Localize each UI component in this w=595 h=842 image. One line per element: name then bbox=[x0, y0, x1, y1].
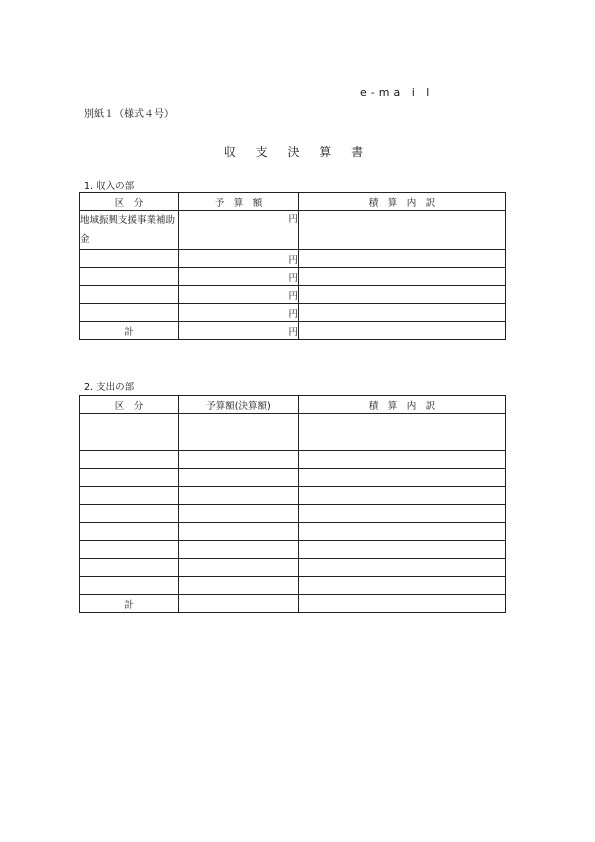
expense-amount-cell[interactable] bbox=[179, 487, 299, 505]
table-row bbox=[80, 451, 506, 469]
expense-total-row bbox=[80, 595, 506, 613]
income-total-amount[interactable]: 円 bbox=[179, 322, 299, 340]
expense-detail-cell[interactable] bbox=[299, 559, 506, 577]
form-id: 別紙１（様式４号） bbox=[84, 109, 174, 120]
expense-category-cell[interactable] bbox=[80, 505, 179, 523]
expense-category-cell[interactable] bbox=[80, 559, 179, 577]
income-amount-cell[interactable]: 円 bbox=[179, 211, 299, 250]
expense-detail-cell[interactable] bbox=[299, 577, 506, 595]
income-table bbox=[79, 192, 506, 340]
table-row bbox=[80, 469, 506, 487]
expense-category-cell[interactable] bbox=[80, 487, 179, 505]
table-row bbox=[80, 414, 506, 451]
table-row bbox=[80, 304, 506, 322]
expense-total-label: 計 bbox=[80, 595, 179, 613]
expense-detail-cell[interactable] bbox=[299, 541, 506, 559]
expense-total-detail[interactable] bbox=[299, 595, 506, 613]
expense-category-cell[interactable] bbox=[80, 523, 179, 541]
expense-col-budget: 予算額(決算額) bbox=[179, 396, 299, 414]
expense-category-cell[interactable] bbox=[80, 414, 179, 451]
expense-col-category: 区 分 bbox=[80, 396, 179, 414]
expense-amount-cell[interactable] bbox=[179, 541, 299, 559]
table-row bbox=[80, 286, 506, 304]
table-row bbox=[80, 577, 506, 595]
expense-amount-cell[interactable] bbox=[179, 577, 299, 595]
email-label: e-ma i l bbox=[360, 86, 434, 99]
expense-category-cell[interactable] bbox=[80, 451, 179, 469]
income-detail-cell[interactable] bbox=[299, 250, 506, 268]
expense-detail-cell[interactable] bbox=[299, 487, 506, 505]
expense-table bbox=[79, 395, 506, 613]
income-category-cell[interactable] bbox=[80, 286, 179, 304]
table-row bbox=[80, 523, 506, 541]
expense-detail-cell[interactable] bbox=[299, 451, 506, 469]
expense-amount-cell[interactable] bbox=[179, 451, 299, 469]
expense-detail-cell[interactable] bbox=[299, 414, 506, 451]
income-detail-cell[interactable] bbox=[299, 304, 506, 322]
table-row bbox=[80, 211, 506, 250]
income-category-cell[interactable]: 地域振興支援事業補助金 bbox=[80, 211, 179, 250]
income-amount-cell[interactable]: 円 bbox=[179, 286, 299, 304]
income-amount-cell[interactable]: 円 bbox=[179, 250, 299, 268]
table-row bbox=[80, 541, 506, 559]
expense-detail-cell[interactable] bbox=[299, 469, 506, 487]
page-title: 収 支 決 算 書 bbox=[223, 145, 372, 159]
table-row bbox=[80, 505, 506, 523]
table-row bbox=[80, 268, 506, 286]
expense-amount-cell[interactable] bbox=[179, 469, 299, 487]
expense-detail-cell[interactable] bbox=[299, 523, 506, 541]
expense-amount-cell[interactable] bbox=[179, 559, 299, 577]
income-category-cell[interactable] bbox=[80, 250, 179, 268]
table-row bbox=[80, 559, 506, 577]
expense-total-amount[interactable] bbox=[179, 595, 299, 613]
expense-amount-cell[interactable] bbox=[179, 523, 299, 541]
income-total-row bbox=[80, 322, 506, 340]
expense-section-title: 2. 支出の部 bbox=[84, 382, 135, 393]
income-amount-cell[interactable]: 円 bbox=[179, 268, 299, 286]
income-category-cell[interactable] bbox=[80, 268, 179, 286]
expense-amount-cell[interactable] bbox=[179, 505, 299, 523]
income-col-category: 区 分 bbox=[80, 193, 179, 211]
income-total-detail[interactable] bbox=[299, 322, 506, 340]
income-amount-cell[interactable]: 円 bbox=[179, 304, 299, 322]
income-col-detail: 積 算 内 訳 bbox=[299, 193, 506, 211]
expense-category-cell[interactable] bbox=[80, 541, 179, 559]
income-col-budget: 予 算 額 bbox=[179, 193, 299, 211]
expense-col-detail: 積 算 内 訳 bbox=[299, 396, 506, 414]
income-header-row bbox=[80, 193, 506, 211]
income-detail-cell[interactable] bbox=[299, 268, 506, 286]
income-detail-cell[interactable] bbox=[299, 211, 506, 250]
expense-header-row bbox=[80, 396, 506, 414]
expense-amount-cell[interactable] bbox=[179, 414, 299, 451]
income-section-title: 1. 収入の部 bbox=[84, 181, 135, 192]
table-row bbox=[80, 250, 506, 268]
income-detail-cell[interactable] bbox=[299, 286, 506, 304]
income-total-label: 計 bbox=[80, 322, 179, 340]
expense-category-cell[interactable] bbox=[80, 469, 179, 487]
table-row bbox=[80, 487, 506, 505]
expense-category-cell[interactable] bbox=[80, 577, 179, 595]
expense-detail-cell[interactable] bbox=[299, 505, 506, 523]
income-category-cell[interactable] bbox=[80, 304, 179, 322]
